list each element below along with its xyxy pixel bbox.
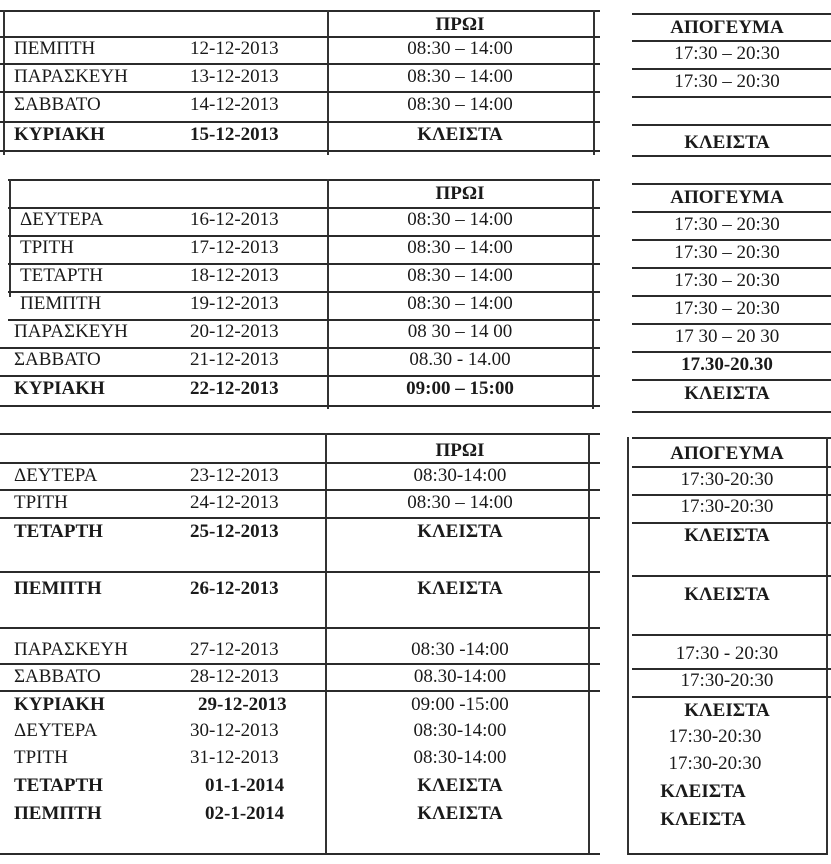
date: 25-12-2013 [190,521,279,542]
date: 30-12-2013 [190,720,279,741]
table-row [0,263,831,289]
afternoon-hours: 17:30 – 20:30 [674,214,780,235]
morning-hours: 08:30 – 14:00 [407,237,513,258]
morning-hours: 08:30 – 14:00 [407,492,513,513]
day-name: ΤΕΤΑΡΤΗ [14,521,103,542]
morning-header: ΠΡΩΙ [435,14,485,35]
morning-hours: ΚΛΕΙΣΤΑ [417,775,503,796]
morning-hours: ΚΛΕΙΣΤΑ [417,521,503,542]
day-name: ΠΕΜΠΤΗ [20,293,102,314]
day-name: ΤΡΙΤΗ [14,747,68,768]
afternoon-header: ΑΠΟΓΕΥΜΑ [670,187,784,208]
morning-hours: 08:30 – 14:00 [407,209,513,230]
afternoon-hours: 17:30 – 20:30 [674,242,780,263]
day-name: ΣΑΒΒΑΤΟ [14,666,101,687]
afternoon-hours: 17 30 – 20 30 [674,326,780,347]
morning-hours: ΚΛΕΙΣΤΑ [417,124,503,145]
table-row [0,463,831,489]
afternoon-hours: 17.30-20.30 [681,354,773,375]
afternoon-header: ΑΠΟΓΕΥΜΑ [670,17,784,38]
day-name: ΚΥΡΙΑΚΗ [14,694,105,715]
date: 29-12-2013 [198,694,287,715]
afternoon-hours: ΚΛΕΙΣΤΑ [684,584,770,605]
morning-hours: 08.30-14:00 [413,666,507,687]
table-row [0,773,831,802]
morning-hours: 08:30 -14:00 [411,639,509,660]
afternoon-hours: ΚΛΕΙΣΤΑ [684,383,770,404]
day-name: ΣΑΒΒΑΤΟ [14,94,101,115]
afternoon-hours: ΚΛΕΙΣΤΑ [660,809,746,830]
morning-header: ΠΡΩΙ [435,440,485,461]
table-row [0,519,831,545]
schedule-table-3 [0,430,831,860]
morning-hours: 09:00 -15:00 [411,694,509,715]
date: 27-12-2013 [190,639,279,660]
morning-hours: ΚΛΕΙΣΤΑ [417,803,503,824]
afternoon-hours: ΚΛΕΙΣΤΑ [684,700,770,721]
table-row [0,319,831,345]
table-row [0,207,831,233]
day-name: ΔΕΥΤΕΡΑ [14,465,98,486]
date: 13-12-2013 [190,66,279,87]
schedule-table-1 [0,0,831,160]
morning-header: ΠΡΩΙ [435,183,485,204]
morning-hours: 08:30 – 14:00 [407,66,513,87]
date: 20-12-2013 [190,321,279,342]
morning-hours: 09:00 – 15:00 [406,378,514,399]
afternoon-hours: 17:30 – 20:30 [674,270,780,291]
date: 16-12-2013 [190,209,279,230]
day-name: ΠΕΜΠΤΗ [14,38,96,59]
day-name: ΔΕΥΤΕΡΑ [20,209,104,230]
afternoon-hours: 17:30-20:30 [680,496,774,517]
afternoon-hours: ΚΛΕΙΣΤΑ [684,525,770,546]
table-row [0,490,831,516]
date: 02-1-2014 [205,803,285,824]
morning-hours: 08:30-14:00 [413,465,507,486]
table-row [0,122,831,153]
table-row [0,92,831,118]
afternoon-hours: 17:30-20:30 [668,753,762,774]
morning-hours: 08:30-14:00 [413,720,507,741]
afternoon-hours: 17:30-20:30 [680,469,774,490]
day-name: ΤΡΙΤΗ [14,492,68,513]
day-name: ΤΕΤΑΡΤΗ [20,265,103,286]
afternoon-hours: ΚΛΕΙΣΤΑ [684,132,770,153]
morning-hours: 08:30 – 14:00 [407,265,513,286]
table-row [0,718,831,747]
table-row [0,291,831,317]
morning-hours: 08:30 – 14:00 [407,38,513,59]
date: 26-12-2013 [190,578,279,599]
table-row [0,637,831,663]
table-row [0,36,831,62]
date: 22-12-2013 [190,378,279,399]
table-row [0,376,831,402]
afternoon-hours: 17:30 - 20:30 [675,643,779,664]
date: 01-1-2014 [205,775,285,796]
table-row [0,576,831,605]
schedule-table-2 [0,175,831,415]
day-name: ΠΕΜΠΤΗ [14,803,102,824]
afternoon-hours: 17:30 – 20:30 [674,43,780,64]
morning-hours: 08:30 – 14:00 [407,293,513,314]
date: 28-12-2013 [190,666,279,687]
afternoon-hours: 17:30 – 20:30 [674,71,780,92]
table-row [0,235,831,261]
date: 24-12-2013 [190,492,279,513]
afternoon-header: ΑΠΟΓΕΥΜΑ [670,443,784,464]
morning-hours: ΚΛΕΙΣΤΑ [417,578,503,599]
day-name: ΣΑΒΒΑΤΟ [14,349,101,370]
date: 14-12-2013 [190,94,279,115]
date: 31-12-2013 [190,747,279,768]
date: 17-12-2013 [190,237,279,258]
table-row [0,664,831,690]
day-name: ΤΕΤΑΡΤΗ [14,775,103,796]
day-name: ΠΑΡΑΣΚΕΥΗ [14,639,128,660]
morning-hours: 08.30 - 14.00 [409,349,511,370]
morning-hours: 08:30 – 14:00 [407,94,513,115]
day-name: ΠΕΜΠΤΗ [14,578,102,599]
date: 12-12-2013 [190,38,279,59]
table-row [0,692,831,721]
morning-hours: 08:30-14:00 [413,747,507,768]
afternoon-hours: 17:30 – 20:30 [674,298,780,319]
table-row [0,64,831,90]
day-name: ΔΕΥΤΕΡΑ [14,720,98,741]
date: 19-12-2013 [190,293,279,314]
date: 18-12-2013 [190,265,279,286]
morning-hours: 08 30 – 14 00 [407,321,513,342]
day-name: ΤΡΙΤΗ [20,237,74,258]
date: 21-12-2013 [190,349,279,370]
afternoon-hours: 17:30-20:30 [668,726,762,747]
afternoon-hours: ΚΛΕΙΣΤΑ [660,781,746,802]
table-row [0,347,831,373]
day-name: ΚΥΡΙΑΚΗ [14,378,105,399]
table-row [0,801,831,830]
day-name: ΠΑΡΑΣΚΕΥΗ [14,66,128,87]
day-name: ΠΑΡΑΣΚΕΥΗ [14,321,128,342]
date: 15-12-2013 [190,124,279,145]
date: 23-12-2013 [190,465,279,486]
table-row [0,745,831,774]
day-name: ΚΥΡΙΑΚΗ [14,124,105,145]
afternoon-hours: 17:30-20:30 [680,670,774,691]
